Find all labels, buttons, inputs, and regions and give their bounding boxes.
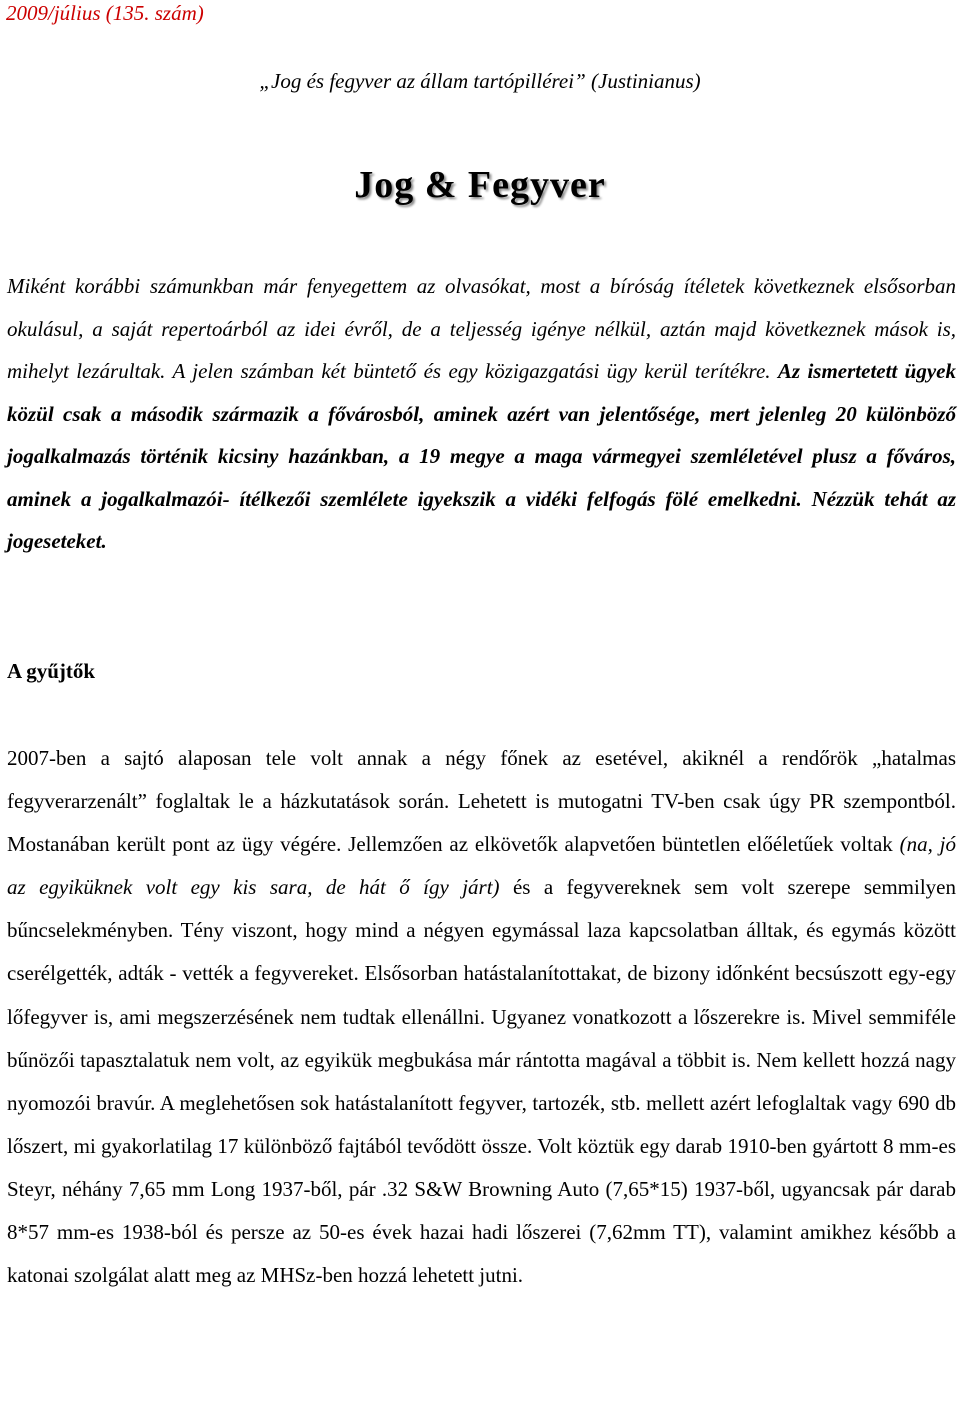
body-text-2: és a fegyvereknek sem volt szerepe semmilyen bűncselekményben. Tény viszont, hogy mind a négyen egymással laza kapcsolatban álltak, és egymás között cserélgették, adták - vették a fegyvereket. Elsősorban hatástalanítottakat, de bizony időnként becsúszott egy-egy lőfegyver is, ami megszerzésének nem tudtak ellenállni. Ugyanez vonatkozott a lőszerekre is. Mivel semmiféle bűnözői tapasztalatuk nem volt, az egyikük megbukása már rántotta magával a többit is. Nem kellett hozzá nagy nyomozói bravúr. A meglehetősen sok hatástalanított fegyver, tartozék, stb. mellett azért lefoglaltak vagy 690 db lőszert, mi gyakorlatilag 17 különböző fajtából tevődött össze. Volt köztük egy darab 1910-ben gyártott 8 mm-es Steyr, néhány 7,65 mm Long 1937-ből, pár .32 S&W Browning Auto (7,65*15) 1937-ből, ugyancsak pár darab 8*57 mm-es 1938-ból és persze az 50-es évek hazai hadi lőszerei (7,62mm TT), valamint amikhez később a katonai szolgálat alatt meg az MHSz-ben hozzá lehetett jutni. [7,875,956,1288]
intro-paragraph [7,265,956,563]
issue-date: 2009/július (135. szám) [6,1,204,25]
body-paragraph [7,737,956,1297]
body-text-1: 2007-ben a sajtó alaposan tele volt annak a négy főnek az esetével, akiknél a rendőrök „hatalmas fegyverarzenált” foglaltak le a házkutatások során. Lehetett is mutogatni TV-ben csak úgy PR szempontból. Mostanában került pont az ügy végére. Jellemzően az elkövetők alapvetően büntetlen előéletűek voltak [7,746,956,857]
page-title: Jog & Fegyver [354,164,606,206]
section-heading: A gyűjtők [7,659,96,683]
motto-quote: „Jog és fegyver az állam tartópillérei” (Justinianus) [259,69,701,93]
body-aside: (na, jó az egyiküknek volt egy kis sara, de hát ő így járt) [7,832,957,900]
intro-text-1: Miként korábbi számunkban már fenyegettem az olvasókat, most a bíróság ítéletek következnek elsősorban okulásul, a saját repertoárból az idei évről, de a teljesség igénye nélkül, aztán majd következnek mások is, mihelyt lezárultak. [7,274,956,383]
intro-text-3: Az ismertetett ügyek közül csak a második származik a fővárosból, aminek azért van jelentősége, mert jelenleg 20 különböző jogalkalmazás történik kicsiny hazánkban, a 19 megye a maga vármegyei szemléletével plusz a főváros, aminek a jogalkalmazói- ítélkezői szemlélete igyekszik a vidéki felfogás fölé emelkedni. Nézzük tehát az jogeseteket. [7,359,956,553]
intro-text-2: A jelen számban két büntető és egy közigazgatási ügy kerül terítékre. [172,359,771,383]
